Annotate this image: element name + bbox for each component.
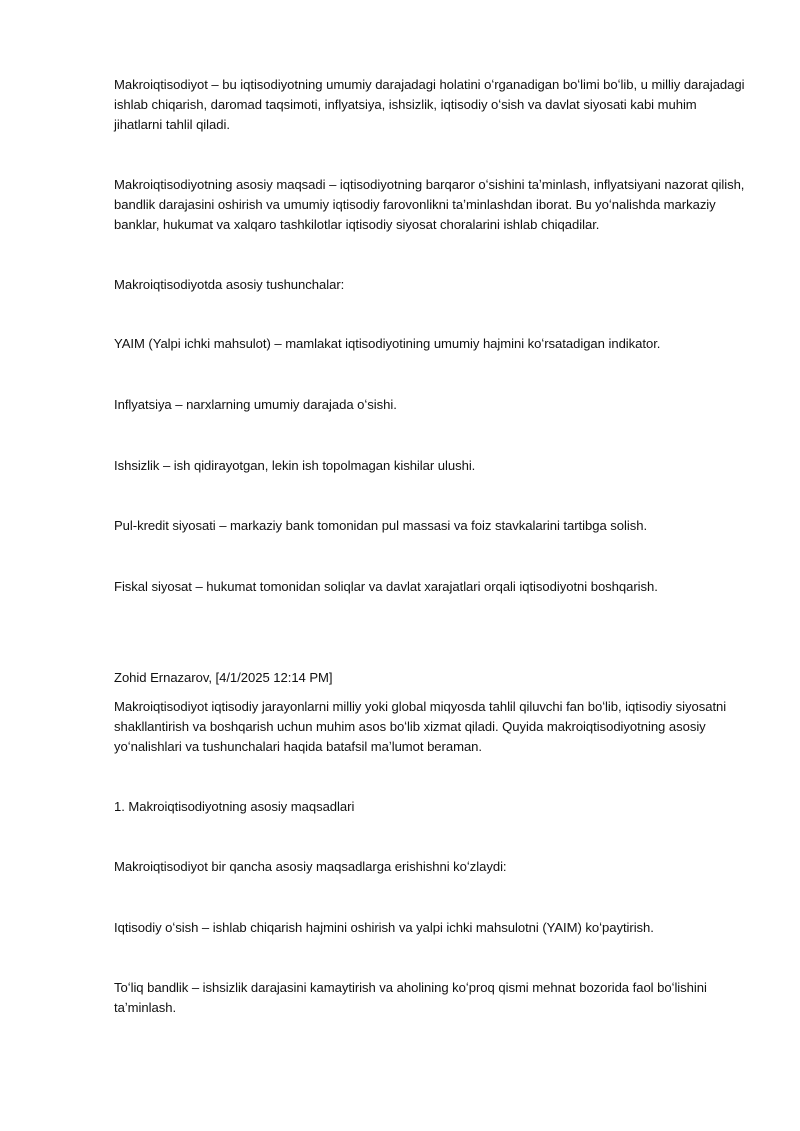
paragraph-fiscal-policy: Fiskal siyosat – hukumat tomonidan soliqlar va davlat xarajatlari orqali iqtisodiyotni boshqarish. bbox=[114, 579, 658, 594]
paragraph-key-concepts-heading: Makroiqtisodiyotda asosiy tushunchalar: bbox=[114, 277, 345, 292]
paragraph-monetary-policy: Pul-kredit siyosati – markaziy bank tomonidan pul massasi va foiz stavkalarini tartibga solish. bbox=[114, 518, 648, 533]
paragraph-inflation: Inflyatsiya – narxlarning umumiy darajada oʻsishi. bbox=[114, 397, 397, 412]
paragraph-intro: Makroiqtisodiyot – bu iqtisodiyotning umumiy darajadagi holatini oʻrganadigan boʻlimi boʻlib, u milliy darajadagi ishlab chiqarish, daromad taqsimoti, inflyatsiya, ishsizlik, iqtisodiy oʻsish va davlat siyosati kabi muhim jihatlarni tahlil qiladi. bbox=[114, 77, 745, 132]
paragraph-full-employment: Toʻliq bandlik – ishsizlik darajasini kamaytirish va aholining koʻproq qismi mehnat bozorida faol boʻlishini taʼminlash. bbox=[114, 980, 707, 1015]
message-author-timestamp: Zohid Ernazarov, [4/1/2025 12:14 PM] bbox=[114, 670, 333, 685]
paragraph-economic-growth: Iqtisodiy oʻsish – ishlab chiqarish hajmini oshirish va yalpi ichki mahsulotni (YAIM) koʻpaytirish. bbox=[114, 920, 654, 935]
paragraph-gdp: YAIM (Yalpi ichki mahsulot) – mamlakat iqtisodiyotining umumiy hajmini koʻrsatadigan indikator. bbox=[114, 336, 661, 351]
section-heading-goals: 1. Makroiqtisodiyotning asosiy maqsadlari bbox=[114, 799, 355, 814]
paragraph-message-body: Makroiqtisodiyot iqtisodiy jarayonlarni milliy yoki global miqyosda tahlil qiluvchi fan boʻlib, iqtisodiy siyosatni shakllantirish va boshqarish uchun muhim asos boʻlib xizmat qiladi. Quyida makroiqtisodiyotning asosiy yoʻnalishlari va tushunchalari haqida batafsil maʼlumot beraman. bbox=[114, 699, 727, 754]
paragraph-main-goal: Makroiqtisodiyotning asosiy maqsadi – iqtisodiyotning barqaror oʻsishini taʼminlash, inflyatsiyani nazorat qilish, bandlik darajasini oshirish va umumiy iqtisodiy farovonlikni taʼminlashdan iborat. Bu yoʻnalishda markaziy banklar, hukumat va xalqaro tashkilotlar iqtisodiy siyosat choralarini ishlab chiqadilar. bbox=[114, 177, 745, 232]
paragraph-goals-intro: Makroiqtisodiyot bir qancha asosiy maqsadlarga erishishni koʻzlaydi: bbox=[114, 859, 507, 874]
paragraph-unemployment: Ishsizlik – ish qidirayotgan, lekin ish topolmagan kishilar ulushi. bbox=[114, 458, 476, 473]
